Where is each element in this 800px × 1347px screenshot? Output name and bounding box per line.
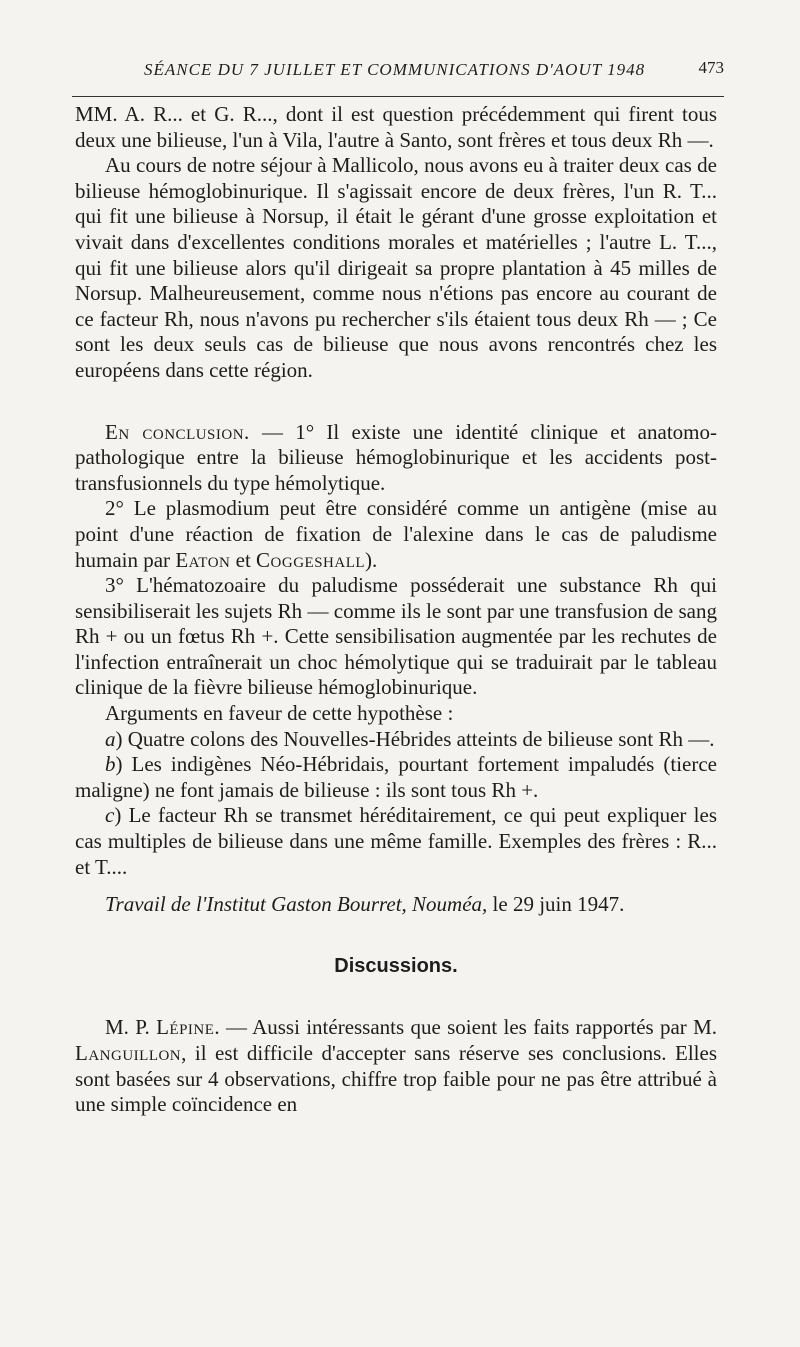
paragraph-arguments: Arguments en faveur de cette hypothèse :: [105, 701, 454, 726]
argument-b-label: b: [105, 752, 116, 777]
spacer: [75, 979, 717, 1015]
paragraph-antigen: [75, 496, 717, 573]
spacer: [75, 918, 717, 954]
institution: Travail de l'Institut Gaston Bourret, Nouméa,: [105, 892, 488, 917]
paragraph-hematozoaire: 3° L'hématozoaire du paludisme posséderait une substance Rh qui sensibiliserait les sujets Rh — comme ils le sont par une transfusion de sang Rh + ou un fœtus Rh +. Cette sensibilisation augmentée par les rechutes de l'infection entraînerait un choc hémolytique qui se traduirait par le tableau clinique de la fièvre bilieuse hémoglobinurique.: [75, 573, 717, 700]
argument-a: [75, 727, 717, 753]
page-number: 473: [698, 58, 724, 77]
section-heading: Discussions.: [334, 954, 458, 977]
argument-c-text: ) Le facteur Rh se transmet héréditairement, ce qui peut expliquer les cas multiples de bilieuse dans une même famille. Exemples des frères : R... et T....: [75, 803, 717, 879]
discussion-prefix: M. P.: [105, 1015, 157, 1040]
argument-a-text: ) Quatre colons des Nouvelles-Hébrides atteints de bilieuse sont Rh —.: [115, 726, 715, 751]
antigen-conj: et: [230, 547, 257, 572]
page-header: [72, 56, 724, 97]
conclusion-lead: En conclusion.: [105, 419, 250, 444]
argument-c-label: c: [105, 803, 115, 828]
signature-date: le 29 juin 1947.: [487, 892, 625, 917]
author-languillon: Languillon: [75, 1041, 182, 1065]
paragraph-conclusion: [75, 420, 717, 497]
antigen-text: 2° Le plasmodium peut être considéré comme un antigène (mise au point d'une réaction de fixation de l'alexine dans le cas de paludisme humain par: [75, 496, 717, 572]
discussion-text-2: , il est difficile d'accepter sans réserve ses conclusions. Elles sont basées sur 4 observations, chiffre trop faible pour ne pas être attribué à une simple coïncidence en: [75, 1041, 717, 1117]
argument-a-label: a: [105, 726, 116, 751]
discussion-text-1: . — Aussi intéressants que soient les faits rapportés par M.: [214, 1015, 717, 1040]
signature-line: [75, 892, 717, 918]
argument-c: [75, 803, 717, 880]
conclusion-text: — 1° Il existe une identité clinique et anatomo-pathologique entre la bilieuse hémoglobinurique et les accidents post-transfusionnels du type hémolytique.: [75, 419, 717, 495]
author-eaton: Eaton: [175, 547, 231, 572]
paragraph-rh-brothers: MM. A. R... et G. R..., dont il est question précédemment qui firent tous deux une bilieuse, l'un à Vila, l'autre à Santo, sont frères et tous deux Rh —.: [75, 102, 717, 152]
argument-b: [75, 752, 717, 803]
spacer: [75, 880, 717, 892]
running-title: SÉANCE DU 7 JUILLET ET COMMUNICATIONS D'AOUT 1948: [144, 60, 646, 79]
antigen-end: ).: [365, 547, 378, 572]
argument-b-text: ) Les indigènes Néo-Hébridais, pourtant fortement impaludés (tierce maligne) ne font jamais de bilieuse : ils sont tous Rh +.: [75, 752, 717, 802]
paragraph-discussion: [75, 1015, 717, 1117]
author-coggeshall: Coggeshall: [256, 547, 366, 572]
article-body: [75, 102, 717, 1118]
spacer: [75, 384, 717, 420]
speaker-lepine: Lépine: [156, 1015, 215, 1040]
paragraph-mallicolo: Au cours de notre séjour à Mallicolo, nous avons eu à traiter deux cas de bilieuse hémoglobinurique. Il s'agissait encore de deux frères, l'un R. T... qui fit une bilieuse à Norsup, il était le gérant d'une grosse exploitation et vivait dans d'excellentes conditions morales et matérielles ; l'autre L. T..., qui fit une bilieuse alors qu'il dirigeait sa propre plantation à 45 milles de Norsup. Malheureusement, comme nous n'étions pas encore au courant de ce facteur Rh, nous n'avons pu rechercher s'ils étaient tous deux Rh — ; Ce sont les deux seuls cas de bilieuse que nous avons rencontrés chez les européens dans cette région.: [75, 153, 717, 382]
